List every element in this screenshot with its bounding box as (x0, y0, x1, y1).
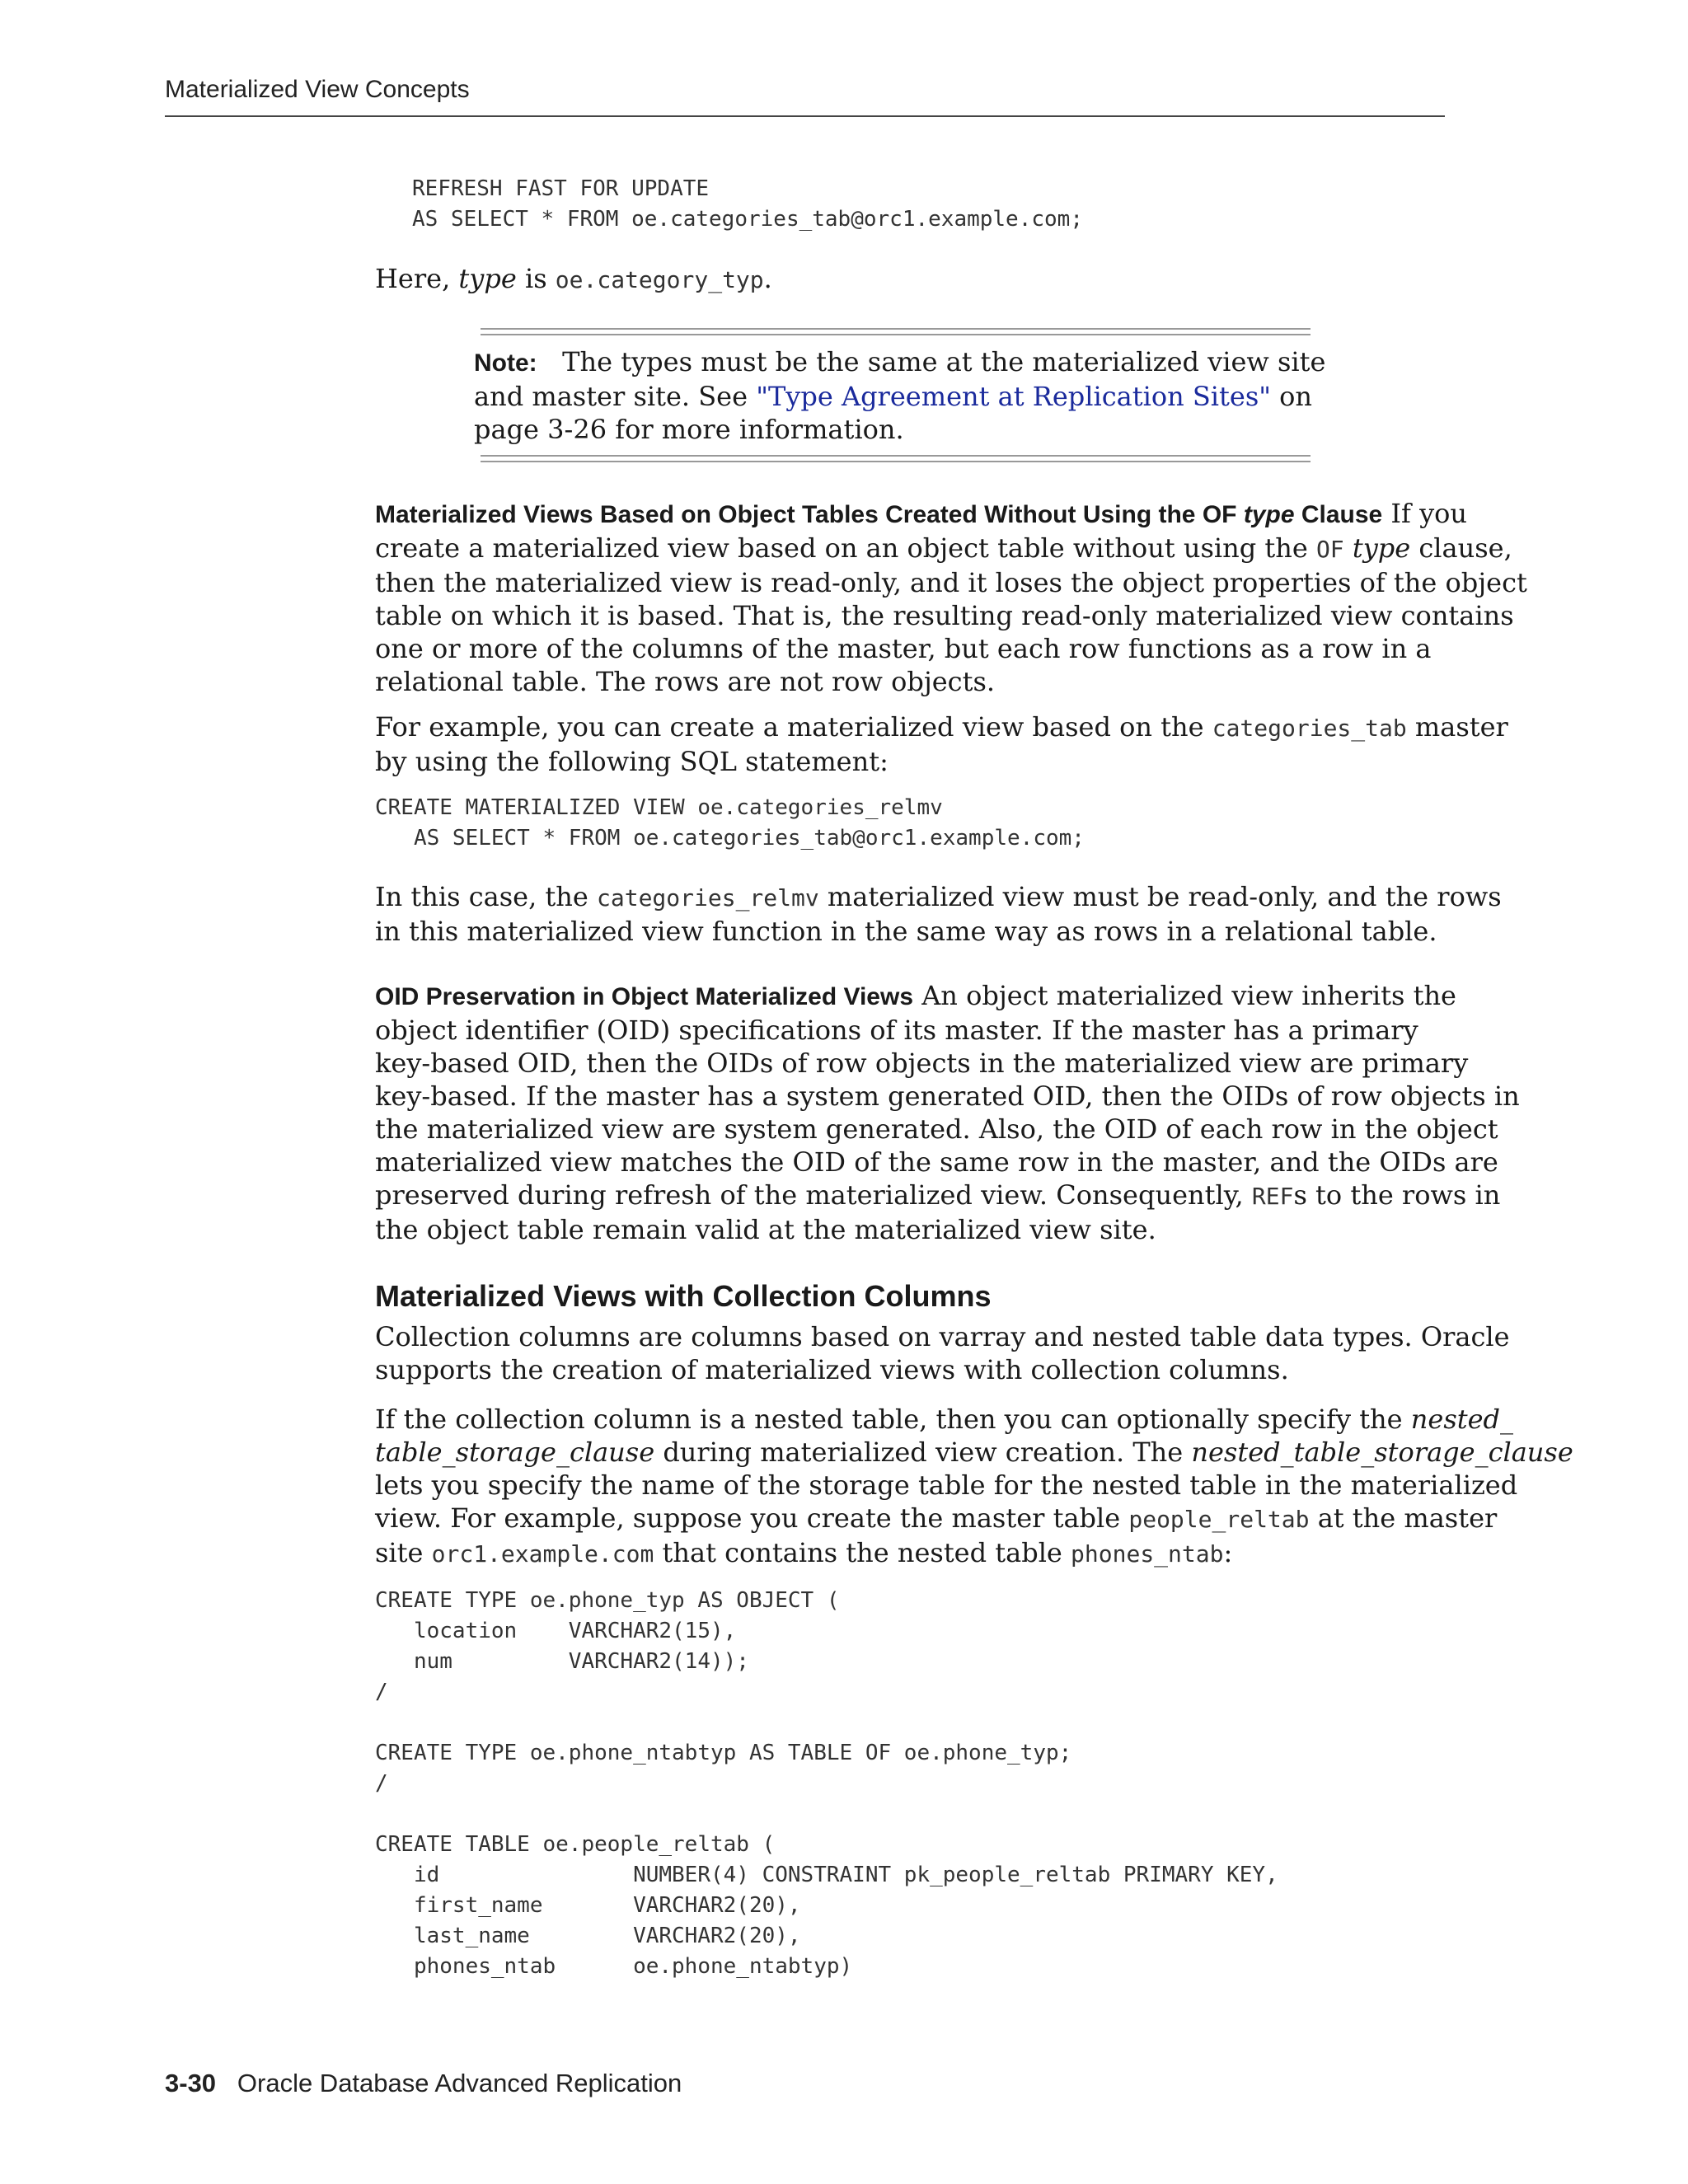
book-title: Oracle Database Advanced Replication (237, 2069, 682, 2097)
section-no-of-type: Materialized Views Based on Object Tables Created Without Using the OF type Clause If you create a materialized view based on an object table without using the OF type clause, then the materialized view is read-only, and it loses the object properties of the object table on which it is based. That is, the resulting read-only materialized view contains one or more of the columns of the master, but each row functions as a row in a relational table. The rows are not row objects. (375, 498, 1527, 697)
page-number: 3-30 (165, 2069, 217, 2097)
paragraph-example: For example, you can create a materialized view based on the categories_tab master by using the following SQL statement: (375, 711, 1508, 777)
code-block-create-relmv: CREATE MATERIALIZED VIEW oe.categories_relmv AS SELECT * FROM oe.categories_tab@orc1.example.com; (375, 795, 1085, 851)
section-oid: OID Preservation in Object Materialized Views An object materialized view inherits the object identifier (OID) specifications of its master. If the master has a primary key-based OID, then the OIDs of row objects in the materialized view are primary key-based. If the master has a system generated OID, then the OIDs of row objects in the materialized view are system generated. Also, the OID of each row in the object materialized view matches the OID of the same row in the master, and the OIDs are preserved during refresh of the materialized view. Consequently, REFs to the rows in the object table remain valid at the materialized view site. (375, 980, 1520, 1245)
paragraph-collection-intro: Collection columns are columns based on varray and nested table data types. Oracle supports the creation of materialized views with collection columns. (375, 1321, 1510, 1385)
run-in-heading-oid: OID Preservation in Object Materialized Views (375, 983, 914, 1010)
page-footer (165, 2069, 682, 2098)
note-box: Note: The types must be the same at the materialized view site and master site. See "Type Agreement at Replication Sites" on page 3-26 for more information. (474, 346, 1326, 445)
run-in-heading-no-of-type: Materialized Views Based on Object Tables Created Without Using the OF type Clause (375, 501, 1383, 528)
note-label: Note: (474, 349, 537, 377)
header-rule (165, 115, 1445, 117)
note-link[interactable]: "Type Agreement at Replication Sites" (756, 381, 1271, 412)
note-bottom-rule (481, 455, 1311, 462)
paragraph-case: In this case, the categories_relmv materialized view must be read-only, and the rows in this materialized view function in the same way as rows in a relational table. (375, 881, 1502, 947)
section-heading-collection-columns: Materialized Views with Collection Columns (375, 1279, 992, 1313)
paragraph-type: Here, type is oe.category_typ. (375, 263, 772, 294)
code-block-create-types: CREATE TYPE oe.phone_typ AS OBJECT ( location VARCHAR2(15), num VARCHAR2(14)); / CREATE TYPE oe.phone_ntabtyp AS TABLE OF oe.phone_typ; / CREATE TABLE oe.people_reltab ( id NUMBER(4) CONSTRAINT pk_people_reltab PRIMARY KEY, first_name VARCHAR2(20), last_name VARCHAR2(20), phones_ntab oe.phone_ntabtyp) (375, 1588, 1278, 1979)
paragraph-nested-table: If the collection column is a nested table, then you can optionally specify the nested_ table_storage_clause during materialized view creation. The nested_table_storage_clause lets you specify the name of the storage table for the nested table in the materialized view. For example, suppose you create the master table people_reltab at the master site orc1.example.com that contains the nested table phones_ntab: (375, 1404, 1573, 1568)
note-top-rule (481, 328, 1311, 335)
running-header: Materialized View Concepts (165, 76, 470, 103)
code-block-refresh: REFRESH FAST FOR UPDATE AS SELECT * FROM oe.categories_tab@orc1.example.com; (412, 176, 1083, 232)
